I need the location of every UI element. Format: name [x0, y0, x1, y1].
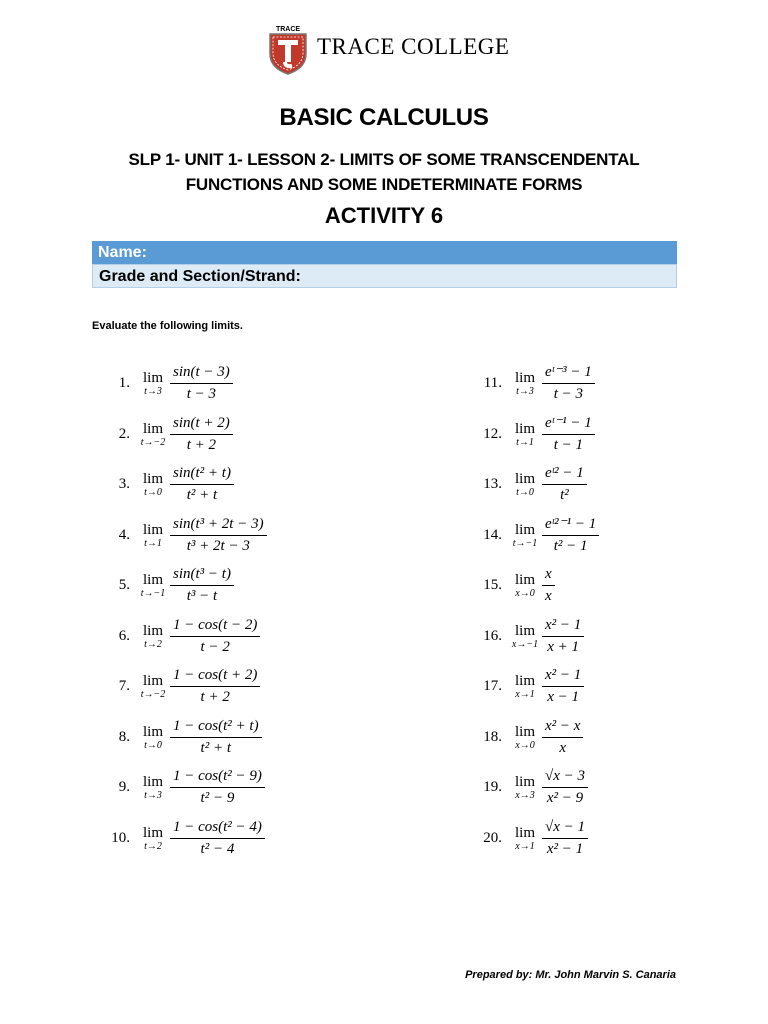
- limit-approach: t→3: [144, 386, 162, 397]
- limit-operator: [506, 471, 544, 499]
- fraction: [170, 513, 267, 556]
- limit-operator: [134, 572, 172, 600]
- fraction: [542, 664, 584, 707]
- numerator: x² − x: [545, 717, 581, 734]
- limit-approach: x→1: [515, 689, 535, 700]
- limit-operator: [134, 825, 172, 853]
- problem-number: 6.: [118, 627, 130, 644]
- limit-operator: [506, 623, 544, 651]
- limit-approach: t→1: [516, 436, 534, 448]
- limit-approach: x→0: [515, 739, 535, 751]
- fraction: [170, 715, 262, 758]
- limit-approach: x→−1: [511, 638, 539, 650]
- limit-operator: [134, 724, 172, 752]
- denominator: x: [542, 585, 555, 606]
- denominator: t² + t: [170, 737, 262, 758]
- fraction: [542, 715, 583, 758]
- numerator: x² − 1: [545, 616, 582, 633]
- grade-section-field[interactable]: [92, 264, 677, 288]
- lim-word: lim: [514, 774, 535, 790]
- lim-word: lim: [514, 572, 535, 588]
- problem-number: 12.: [483, 425, 502, 442]
- limit-approach: x→3: [515, 790, 535, 801]
- numerator: sin(t³ − t): [173, 566, 231, 582]
- denominator: t − 2: [170, 636, 260, 657]
- lim-word: lim: [142, 673, 163, 689]
- limit-operator: [506, 774, 544, 802]
- fraction: [170, 563, 234, 606]
- name-label: Name:: [98, 244, 147, 261]
- lim-word: lim: [142, 572, 163, 588]
- problem-number: 8.: [118, 728, 130, 745]
- limit-approach: t→2: [144, 638, 162, 650]
- denominator: x: [542, 737, 583, 758]
- lim-word: lim: [142, 370, 163, 386]
- problem-number: 3.: [118, 476, 130, 492]
- denominator: t²: [542, 484, 587, 505]
- problem-number: 10.: [111, 829, 130, 846]
- limit-operator: [134, 774, 172, 802]
- numerator: eᵗ² − 1: [545, 465, 584, 481]
- limit-operator: [134, 370, 172, 398]
- limit-operator: [506, 572, 544, 600]
- limit-approach: t→−1: [140, 588, 166, 599]
- numerator: 1 − cos(t² − 4): [173, 818, 262, 835]
- fraction: [170, 361, 233, 404]
- name-field[interactable]: [92, 241, 677, 264]
- denominator: x − 1: [542, 686, 584, 707]
- limit-approach: t→2: [144, 840, 162, 852]
- fraction: [542, 513, 599, 556]
- lim-word: lim: [142, 774, 163, 790]
- fraction: [542, 462, 587, 505]
- denominator: t³ − t: [170, 585, 234, 606]
- fraction: [542, 412, 595, 455]
- limit-operator: [506, 421, 544, 449]
- page-title: BASIC CALCULUS: [279, 104, 489, 131]
- denominator: t + 2: [170, 686, 260, 707]
- trace-college-logo: [264, 24, 312, 76]
- subtitle-line-1: SLP 1- UNIT 1- LESSON 2- LIMITS OF SOME TRANSCENDENTAL: [128, 150, 640, 169]
- lim-word: lim: [142, 471, 163, 487]
- denominator: t² − 4: [170, 838, 265, 859]
- lim-word: lim: [142, 723, 163, 740]
- fraction: [542, 563, 555, 606]
- problem-number: 19.: [483, 779, 502, 795]
- fraction: [170, 664, 260, 707]
- denominator: t + 2: [170, 434, 233, 455]
- fraction: [170, 462, 234, 505]
- fraction: [542, 816, 588, 859]
- denominator: t³ + 2t − 3: [170, 535, 267, 556]
- problem-number: 5.: [118, 577, 130, 593]
- limit-approach: x→0: [515, 588, 535, 599]
- problem-number: 7.: [118, 678, 130, 694]
- limit-operator: [506, 673, 544, 701]
- denominator: t² − 1: [542, 535, 599, 556]
- limit-operator: [134, 421, 172, 449]
- limit-operator: [506, 825, 544, 853]
- college-name: TRACE COLLEGE: [317, 34, 510, 59]
- limit-operator: [506, 724, 544, 752]
- problem-number: 9.: [118, 779, 130, 795]
- problem-number: 20.: [483, 829, 502, 846]
- problem-number: 18.: [483, 728, 502, 745]
- numerator: 1 − cos(t + 2): [173, 667, 258, 683]
- fraction: [542, 765, 588, 808]
- limit-approach: t→0: [516, 487, 534, 498]
- numerator: eᵗ²⁻¹ − 1: [545, 515, 597, 532]
- subtitle-line-2: FUNCTIONS AND SOME INDETERMINATE FORMS: [185, 175, 583, 194]
- numerator: 1 − cos(t − 2): [173, 616, 258, 633]
- numerator: sin(t² + t): [173, 465, 231, 481]
- limit-operator: [134, 623, 172, 651]
- problem-number: 17.: [483, 678, 502, 694]
- problem-number: 2.: [118, 425, 130, 442]
- lim-word: lim: [514, 420, 535, 437]
- lim-word: lim: [142, 622, 163, 639]
- numerator: 1 − cos(t² + t): [173, 717, 259, 734]
- limit-approach: t→−2: [140, 436, 166, 448]
- denominator: t − 3: [542, 383, 595, 404]
- lim-word: lim: [142, 824, 163, 841]
- limit-approach: t→−1: [512, 537, 538, 549]
- denominator: t² − 9: [170, 787, 265, 808]
- lim-word: lim: [514, 471, 535, 487]
- limit-operator: [134, 673, 172, 701]
- problem-number: 4.: [118, 526, 130, 543]
- activity-heading: ACTIVITY 6: [324, 203, 444, 228]
- problem-number: 13.: [483, 476, 502, 492]
- lim-word: lim: [514, 673, 535, 689]
- lim-word: lim: [514, 824, 535, 841]
- fraction: [170, 816, 265, 859]
- grade-section-label: Grade and Section/Strand:: [99, 268, 301, 285]
- limit-operator: [506, 522, 544, 550]
- lim-word: lim: [514, 521, 535, 538]
- limit-approach: t→0: [144, 487, 162, 498]
- lim-word: lim: [142, 420, 163, 437]
- numerator: x: [545, 566, 552, 582]
- fraction: [542, 614, 584, 657]
- header: [264, 24, 544, 76]
- numerator: 1 − cos(t² − 9): [173, 768, 262, 784]
- numerator: sin(t³ + 2t − 3): [173, 515, 264, 532]
- lim-word: lim: [514, 370, 535, 386]
- denominator: t² + t: [170, 484, 234, 505]
- limit-operator: [506, 370, 544, 398]
- limit-approach: t→0: [144, 739, 162, 751]
- instructions: Evaluate the following limits.: [92, 320, 243, 332]
- limit-operator: [134, 471, 172, 499]
- numerator: sin(t + 2): [173, 414, 230, 431]
- fraction: [170, 765, 265, 808]
- limit-approach: t→1: [144, 537, 162, 549]
- numerator: eᵗ⁻¹ − 1: [545, 414, 592, 431]
- fraction: [170, 614, 260, 657]
- numerator: eᵗ⁻³ − 1: [545, 364, 592, 380]
- lim-word: lim: [142, 521, 163, 538]
- prepared-by: Prepared by: Mr. John Marvin S. Canaria: [465, 969, 676, 981]
- problem-number: 11.: [483, 375, 502, 391]
- denominator: t − 1: [542, 434, 595, 455]
- numerator: x² − 1: [545, 667, 582, 683]
- logo-label: TRACE: [275, 26, 301, 33]
- denominator: t − 3: [170, 383, 233, 404]
- numerator: sin(t − 3): [173, 364, 230, 380]
- limit-operator: [134, 522, 172, 550]
- lim-word: lim: [514, 622, 535, 639]
- denominator: x² − 1: [542, 838, 588, 859]
- limit-approach: t→3: [516, 386, 534, 397]
- limit-approach: t→−2: [140, 689, 166, 700]
- problem-number: 15.: [483, 577, 502, 593]
- problem-number: 1.: [118, 375, 130, 391]
- problem-number: 16.: [483, 627, 502, 644]
- fraction: [170, 412, 233, 455]
- fraction: [542, 361, 595, 404]
- lesson-subtitle: [84, 147, 684, 197]
- numerator: √x − 1: [545, 818, 586, 835]
- denominator: x + 1: [542, 636, 584, 657]
- limit-approach: x→1: [515, 840, 535, 852]
- numerator: √x − 3: [545, 768, 586, 784]
- student-info-table: [92, 241, 677, 288]
- lim-word: lim: [514, 723, 535, 740]
- denominator: x² − 9: [542, 787, 588, 808]
- limit-approach: t→3: [144, 790, 162, 801]
- problem-number: 14.: [483, 526, 502, 543]
